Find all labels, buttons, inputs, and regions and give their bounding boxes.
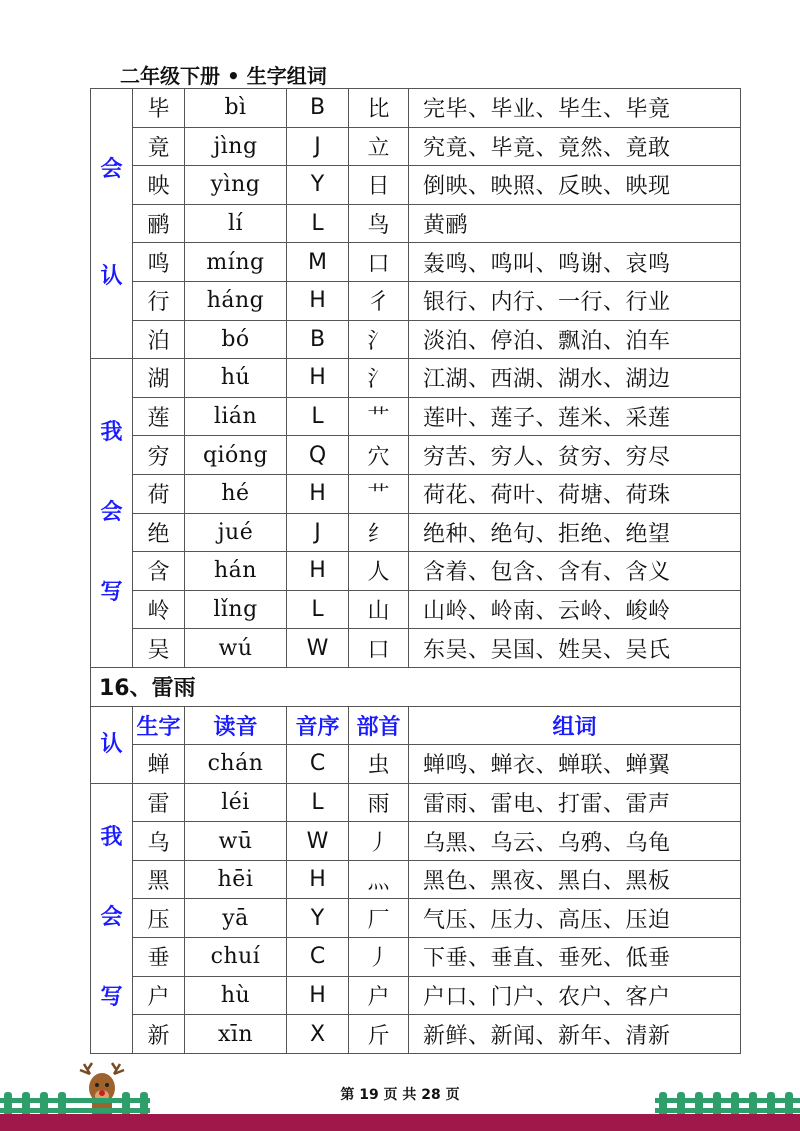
column-header-letter: 音序 <box>287 706 349 745</box>
radical-cell: 纟 <box>349 513 409 552</box>
table-row <box>91 281 741 320</box>
pinyin-cell: míng <box>185 243 287 282</box>
char-cell: 压 <box>133 899 185 938</box>
table-row <box>91 397 741 436</box>
words-cell: 银行、内行、一行、行业 <box>409 281 741 320</box>
letter-cell: L <box>287 204 349 243</box>
group-label <box>91 783 133 1053</box>
pinyin-cell: chán <box>185 745 287 784</box>
letter-cell: L <box>287 590 349 629</box>
table-row <box>91 783 741 822</box>
letter-cell: H <box>287 860 349 899</box>
radical-cell: 斤 <box>349 1015 409 1054</box>
table-row <box>91 860 741 899</box>
radical-cell: 雨 <box>349 783 409 822</box>
pinyin-cell: chuí <box>185 938 287 977</box>
char-cell: 荷 <box>133 474 185 513</box>
radical-cell: 户 <box>349 976 409 1015</box>
radical-cell: 丿 <box>349 938 409 977</box>
char-cell: 含 <box>133 552 185 591</box>
words-cell: 山岭、岭南、云岭、峻岭 <box>409 590 741 629</box>
words-cell: 蝉鸣、蝉衣、蝉联、蝉翼 <box>409 745 741 784</box>
table-row <box>91 243 741 282</box>
letter-cell: W <box>287 822 349 861</box>
words-cell: 黑色、黑夜、黑白、黑板 <box>409 860 741 899</box>
pinyin-cell: háng <box>185 281 287 320</box>
table-row <box>91 513 741 552</box>
group-label-char: 认 <box>100 264 123 290</box>
pinyin-cell: bó <box>185 320 287 359</box>
table-row <box>91 89 741 128</box>
radical-cell: 比 <box>349 89 409 128</box>
radical-cell: 虫 <box>349 745 409 784</box>
pinyin-cell: yìng <box>185 166 287 205</box>
pinyin-cell: hēi <box>185 860 287 899</box>
radical-cell: 立 <box>349 127 409 166</box>
table-row <box>91 436 741 475</box>
group-label <box>91 89 133 359</box>
letter-cell: B <box>287 320 349 359</box>
table-row <box>91 166 741 205</box>
letter-cell: W <box>287 629 349 668</box>
table-row <box>91 745 741 784</box>
char-cell: 鸣 <box>133 243 185 282</box>
char-cell: 户 <box>133 976 185 1015</box>
char-cell: 行 <box>133 281 185 320</box>
pinyin-cell: jué <box>185 513 287 552</box>
char-cell: 垂 <box>133 938 185 977</box>
column-header-radical: 部首 <box>349 706 409 745</box>
pinyin-cell: bì <box>185 89 287 128</box>
char-cell: 岭 <box>133 590 185 629</box>
words-cell: 新鲜、新闻、新年、清新 <box>409 1015 741 1054</box>
letter-cell: Y <box>287 166 349 205</box>
radical-cell: 鸟 <box>349 204 409 243</box>
table-row <box>91 899 741 938</box>
char-cell: 吴 <box>133 629 185 668</box>
pinyin-cell: léi <box>185 783 287 822</box>
table-row <box>91 359 741 398</box>
table-row <box>91 204 741 243</box>
radical-cell: 灬 <box>349 860 409 899</box>
group-label-char: 会 <box>100 905 123 931</box>
table-row <box>91 938 741 977</box>
group-label-char: 会 <box>100 500 123 526</box>
table-row <box>91 629 741 668</box>
group-label-char: 写 <box>100 985 123 1011</box>
radical-cell: 口 <box>349 629 409 668</box>
letter-cell: L <box>287 397 349 436</box>
radical-cell: 口 <box>349 243 409 282</box>
char-cell: 莲 <box>133 397 185 436</box>
words-cell: 气压、压力、高压、压迫 <box>409 899 741 938</box>
char-cell: 乌 <box>133 822 185 861</box>
group-label-char: 认 <box>100 731 123 757</box>
char-cell: 鹂 <box>133 204 185 243</box>
letter-cell: H <box>287 474 349 513</box>
words-cell: 江湖、西湖、湖水、湖边 <box>409 359 741 398</box>
char-cell: 绝 <box>133 513 185 552</box>
char-cell: 新 <box>133 1015 185 1054</box>
radical-cell: 艹 <box>349 474 409 513</box>
words-cell: 倒映、映照、反映、映现 <box>409 166 741 205</box>
group-label <box>91 359 133 668</box>
letter-cell: B <box>287 89 349 128</box>
header-row <box>91 706 741 745</box>
pinyin-cell: wū <box>185 822 287 861</box>
letter-cell: J <box>287 127 349 166</box>
words-cell: 含着、包含、含有、含义 <box>409 552 741 591</box>
bottom-band <box>0 1114 800 1131</box>
char-cell: 竟 <box>133 127 185 166</box>
group-label-char: 我 <box>100 825 123 851</box>
table-row <box>91 590 741 629</box>
letter-cell: H <box>287 281 349 320</box>
table-row <box>91 1015 741 1054</box>
pinyin-cell: lí <box>185 204 287 243</box>
letter-cell: H <box>287 359 349 398</box>
char-cell: 毕 <box>133 89 185 128</box>
pinyin-cell: wú <box>185 629 287 668</box>
char-cell: 湖 <box>133 359 185 398</box>
lesson-title: 16、雷雨 <box>91 667 741 706</box>
pinyin-cell: hú <box>185 359 287 398</box>
radical-cell: 日 <box>349 166 409 205</box>
page-number: 第 19 页 共 28 页 <box>340 1087 460 1103</box>
words-cell: 黄鹂 <box>409 204 741 243</box>
words-cell: 淡泊、停泊、飘泊、泊车 <box>409 320 741 359</box>
radical-cell: 穴 <box>349 436 409 475</box>
pinyin-cell: jìng <box>185 127 287 166</box>
words-cell: 完毕、毕业、毕生、毕竟 <box>409 89 741 128</box>
radical-cell: 丿 <box>349 822 409 861</box>
column-header-words: 组词 <box>409 706 741 745</box>
letter-cell: H <box>287 552 349 591</box>
words-cell: 下垂、垂直、垂死、低垂 <box>409 938 741 977</box>
char-cell: 雷 <box>133 783 185 822</box>
words-cell: 绝种、绝句、拒绝、绝望 <box>409 513 741 552</box>
char-cell: 蝉 <box>133 745 185 784</box>
table-row <box>91 474 741 513</box>
char-cell: 泊 <box>133 320 185 359</box>
vocab-table <box>90 88 741 1054</box>
column-header-pinyin: 读音 <box>185 706 287 745</box>
letter-cell: Y <box>287 899 349 938</box>
words-cell: 轰鸣、鸣叫、鸣谢、哀鸣 <box>409 243 741 282</box>
char-cell: 映 <box>133 166 185 205</box>
words-cell: 东吴、吴国、姓吴、吴氏 <box>409 629 741 668</box>
group-label-char: 我 <box>100 420 123 446</box>
page-title: 二年级下册 • 生字组词 <box>120 64 327 88</box>
char-cell: 穷 <box>133 436 185 475</box>
group-label <box>91 706 133 783</box>
group-label-char: 会 <box>100 157 123 183</box>
radical-cell: 山 <box>349 590 409 629</box>
group-label-char: 写 <box>100 580 123 606</box>
column-header-char: 生字 <box>133 706 185 745</box>
letter-cell: Q <box>287 436 349 475</box>
words-cell: 究竟、毕竟、竟然、竟敢 <box>409 127 741 166</box>
pinyin-cell: xīn <box>185 1015 287 1054</box>
pinyin-cell: qióng <box>185 436 287 475</box>
table-row <box>91 976 741 1015</box>
words-cell: 莲叶、莲子、莲米、采莲 <box>409 397 741 436</box>
letter-cell: L <box>287 783 349 822</box>
pinyin-cell: yā <box>185 899 287 938</box>
words-cell: 荷花、荷叶、荷塘、荷珠 <box>409 474 741 513</box>
radical-cell: 彳 <box>349 281 409 320</box>
pinyin-cell: hù <box>185 976 287 1015</box>
radical-cell: 氵 <box>349 320 409 359</box>
words-cell: 乌黑、乌云、乌鸦、乌龟 <box>409 822 741 861</box>
letter-cell: X <box>287 1015 349 1054</box>
radical-cell: 氵 <box>349 359 409 398</box>
words-cell: 穷苦、穷人、贫穷、穷尽 <box>409 436 741 475</box>
pinyin-cell: lǐng <box>185 590 287 629</box>
pinyin-cell: lián <box>185 397 287 436</box>
lesson-title-row <box>91 667 741 706</box>
words-cell: 雷雨、雷电、打雷、雷声 <box>409 783 741 822</box>
radical-cell: 厂 <box>349 899 409 938</box>
table-row <box>91 552 741 591</box>
table-row <box>91 127 741 166</box>
words-cell: 户口、门户、农户、客户 <box>409 976 741 1015</box>
char-cell: 黑 <box>133 860 185 899</box>
table-row <box>91 822 741 861</box>
letter-cell: C <box>287 745 349 784</box>
pinyin-cell: hé <box>185 474 287 513</box>
radical-cell: 人 <box>349 552 409 591</box>
letter-cell: J <box>287 513 349 552</box>
radical-cell: 艹 <box>349 397 409 436</box>
letter-cell: H <box>287 976 349 1015</box>
pinyin-cell: hán <box>185 552 287 591</box>
letter-cell: M <box>287 243 349 282</box>
table-row <box>91 320 741 359</box>
letter-cell: C <box>287 938 349 977</box>
